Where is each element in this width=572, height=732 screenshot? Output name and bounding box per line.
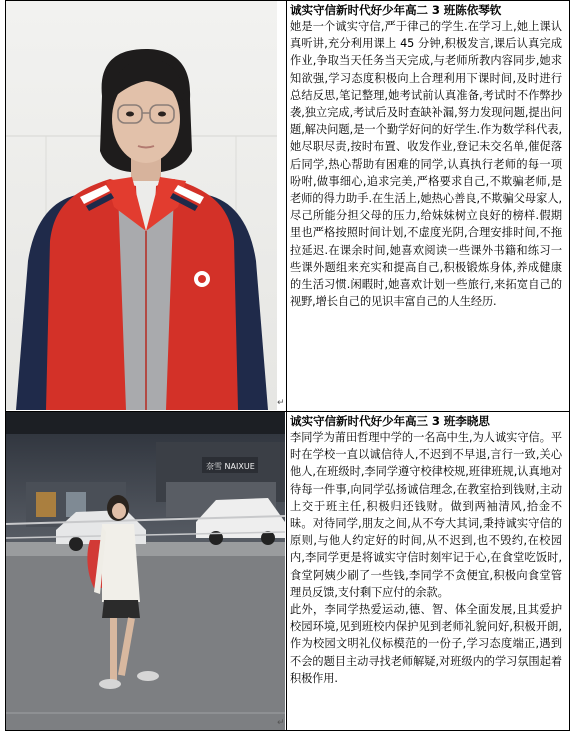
profile-title-2: 诚实守信新时代好少年高三 3 班李晓思	[290, 414, 490, 428]
student-portrait-photo-1	[6, 1, 277, 410]
table-divider	[286, 0, 287, 731]
store-sign: 奈雪 NAIXUE	[206, 462, 255, 471]
profile-paragraph-2b: 此外，李同学热爱运动,德、智、体全面发展,且其爱护校园环境,见到班校内保护见到老师礼貌问好,积极开朗,作为校园文明礼仪标模范的一份子,学习态度端正,遇到不会的题目主动寻找老师解疑,对班级内的学习氛围起着积极作用.	[290, 603, 562, 685]
student-profile-text-2	[290, 414, 562, 728]
student-street-photo-2	[6, 412, 285, 730]
table-border-right	[569, 0, 570, 731]
profile-paragraph-1: 她是一个诚实守信,严于律己的学生.在学习上,她上课认真听讲,充分利用课上 45 分钟,积极发言,课后认真完成作业,争取当天任务当天完成,与老师所教内容同步,她求知欲强,学习态度积极向上合理利用下课时间,及时进行总结反思,笔记整理,她考试前认真准备,考试时不作弊抄袭,独立完成,考试后及时查缺补漏,努力发现问题,提出问题,解决问题,是一个勤学好问的好学生.作为数学科代表,她尽职尽责,按时布置、收发作业,登记未交名单,催促落后同学,热心帮助有困难的同学,认真执行老师的每一项吩咐,做事细心,追求完美,严格要求自己,不欺骗老师,是老师的得力助手.在生活上,她热心善良,不欺骗父母家人,尽己所能分担父母的压力,给妹妹树立良好的榜样.假期里也严格按照时间计划,不虚度光阴,合理安排时间,不拖拉延迟.在课余时间,她喜欢阅读一些课外书籍和练习一些课外题组来充实和提高自己,积极锻炼身体,养成健康的生活习惯.闲暇时,她喜欢计划一些旅行,来拓宽自己的视野,增长自己的见识丰富自己的人生经历.	[290, 20, 562, 309]
table-border-bottom	[5, 730, 570, 731]
cell-end-mark-2: ↵	[277, 718, 285, 728]
profile-paragraph-2a: 李同学为莆田哲理中学的一名高中生,为人诚实守信。平时在学校一直以诚信待人,不迟到不早退,言行一致,关心他人,在班级时,李同学遵守校律校规,班律班规,认真地对待每一件事,向同学弘扬诚信理念,在教室拾到钱财,主动上交于班主任,积极归还钱财。做到两袖清风,拾金不昧。对待同学,朋友之间,从不夸大其词,秉持诚实守信的原则,与他人约定好的时间,从不迟到,也不毁约,在校园内,李同学更是将诚实守信时刻牢记于心,在食堂吃饭时,食堂阿姨少刷了一些钱,李同学不贪便宜,积极向食堂管理员反馈,支付剩下应付的余款。	[290, 431, 562, 599]
student-profile-text-1	[290, 3, 562, 407]
cell-end-mark-1: ↵	[277, 398, 285, 408]
profile-title-1: 诚实守信新时代好少年高二 3 班陈依琴钦	[290, 3, 502, 17]
